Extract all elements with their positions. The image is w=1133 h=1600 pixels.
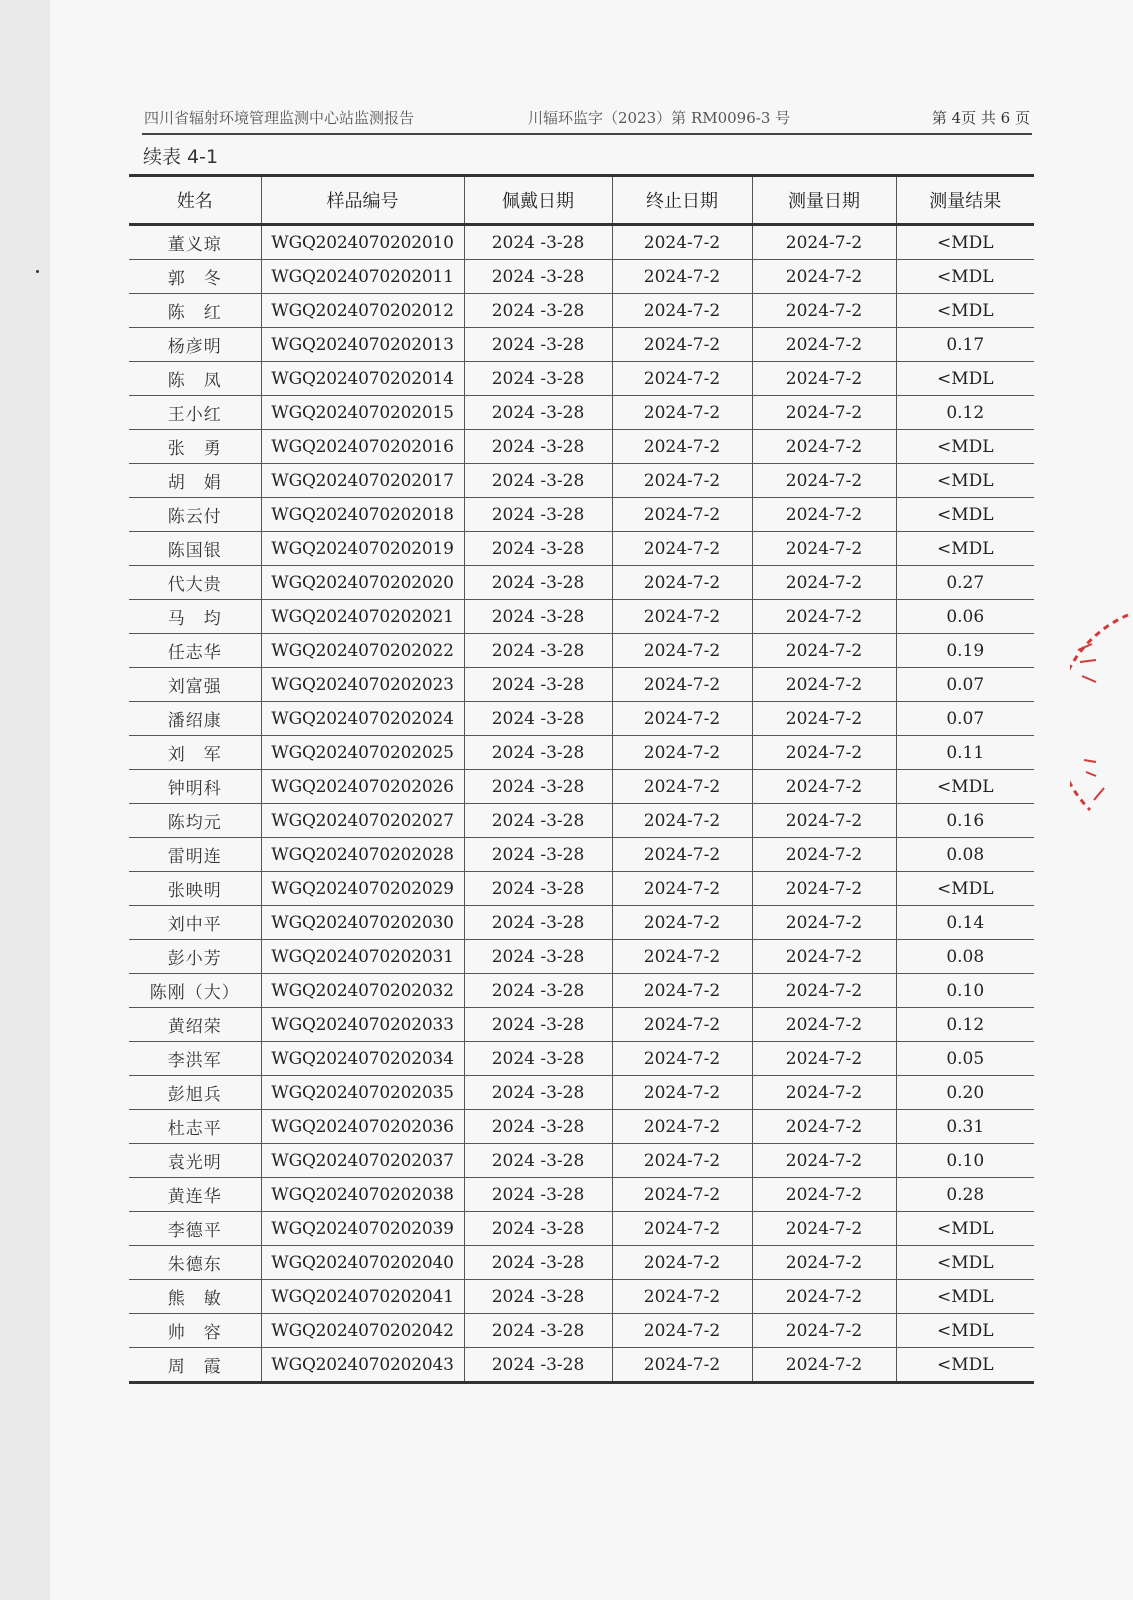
cell-sample-id: WGQ2024070202025 [261, 736, 464, 770]
cell-name: 张 勇 [129, 430, 261, 464]
table-row [129, 498, 1034, 532]
cell-wear-date: 2024 -3-28 [464, 1076, 612, 1110]
cell-sample-id: WGQ2024070202039 [261, 1212, 464, 1246]
cell-result: 0.19 [896, 634, 1034, 668]
table-row [129, 804, 1034, 838]
cell-name: 熊 敏 [129, 1280, 261, 1314]
seal-mark-3 [1094, 788, 1104, 800]
cell-name: 刘中平 [129, 906, 261, 940]
cell-measure-date: 2024-7-2 [752, 1280, 896, 1314]
table-row [129, 1314, 1034, 1348]
seal-mark-1 [1078, 644, 1096, 682]
cell-name: 袁光明 [129, 1144, 261, 1178]
cell-end-date: 2024-7-2 [612, 1280, 752, 1314]
cell-result: 0.07 [896, 668, 1034, 702]
cell-sample-id: WGQ2024070202022 [261, 634, 464, 668]
table-body [129, 225, 1034, 1383]
seal-stamp [1070, 610, 1130, 830]
cell-wear-date: 2024 -3-28 [464, 498, 612, 532]
table-row [129, 1348, 1034, 1383]
cell-name: 任志华 [129, 634, 261, 668]
cell-end-date: 2024-7-2 [612, 804, 752, 838]
cell-result: <MDL [896, 294, 1034, 328]
cell-sample-id: WGQ2024070202028 [261, 838, 464, 872]
cell-result: <MDL [896, 260, 1034, 294]
cell-end-date: 2024-7-2 [612, 430, 752, 464]
cell-result: 0.17 [896, 328, 1034, 362]
table-row [129, 1144, 1034, 1178]
cell-name: 朱德东 [129, 1246, 261, 1280]
table-row [129, 634, 1034, 668]
cell-name: 李洪军 [129, 1042, 261, 1076]
cell-measure-date: 2024-7-2 [752, 1314, 896, 1348]
cell-name: 彭旭兵 [129, 1076, 261, 1110]
seal-arc [1070, 615, 1128, 810]
cell-sample-id: WGQ2024070202040 [261, 1246, 464, 1280]
cell-result: 0.20 [896, 1076, 1034, 1110]
table-row [129, 362, 1034, 396]
cell-wear-date: 2024 -3-28 [464, 1178, 612, 1212]
cell-end-date: 2024-7-2 [612, 770, 752, 804]
cell-name: 陈云付 [129, 498, 261, 532]
cell-sample-id: WGQ2024070202018 [261, 498, 464, 532]
cell-measure-date: 2024-7-2 [752, 1246, 896, 1280]
cell-name: 雷明连 [129, 838, 261, 872]
cell-name: 代大贵 [129, 566, 261, 600]
cell-end-date: 2024-7-2 [612, 600, 752, 634]
cell-name: 董义琼 [129, 225, 261, 260]
cell-sample-id: WGQ2024070202024 [261, 702, 464, 736]
cell-end-date: 2024-7-2 [612, 396, 752, 430]
cell-measure-date: 2024-7-2 [752, 328, 896, 362]
cell-sample-id: WGQ2024070202020 [261, 566, 464, 600]
report-header [142, 105, 1032, 135]
cell-name: 郭 冬 [129, 260, 261, 294]
cell-sample-id: WGQ2024070202023 [261, 668, 464, 702]
table-row [129, 1008, 1034, 1042]
table-row [129, 396, 1034, 430]
cell-measure-date: 2024-7-2 [752, 770, 896, 804]
cell-result: 0.28 [896, 1178, 1034, 1212]
cell-measure-date: 2024-7-2 [752, 1144, 896, 1178]
cell-sample-id: WGQ2024070202026 [261, 770, 464, 804]
cell-measure-date: 2024-7-2 [752, 974, 896, 1008]
cell-measure-date: 2024-7-2 [752, 260, 896, 294]
cell-wear-date: 2024 -3-28 [464, 566, 612, 600]
cell-wear-date: 2024 -3-28 [464, 872, 612, 906]
cell-name: 彭小芳 [129, 940, 261, 974]
cell-name: 杜志平 [129, 1110, 261, 1144]
table-row [129, 668, 1034, 702]
cell-measure-date: 2024-7-2 [752, 906, 896, 940]
table-row [129, 430, 1034, 464]
cell-result: <MDL [896, 498, 1034, 532]
cell-wear-date: 2024 -3-28 [464, 736, 612, 770]
cell-name: 黄绍荣 [129, 1008, 261, 1042]
cell-measure-date: 2024-7-2 [752, 1178, 896, 1212]
cell-sample-id: WGQ2024070202010 [261, 225, 464, 260]
table-row [129, 1042, 1034, 1076]
cell-name: 陈均元 [129, 804, 261, 838]
column-header-end-date: 终止日期 [612, 176, 752, 225]
cell-measure-date: 2024-7-2 [752, 498, 896, 532]
cell-measure-date: 2024-7-2 [752, 1042, 896, 1076]
cell-sample-id: WGQ2024070202032 [261, 974, 464, 1008]
cell-sample-id: WGQ2024070202034 [261, 1042, 464, 1076]
cell-sample-id: WGQ2024070202021 [261, 600, 464, 634]
cell-name: 帅 容 [129, 1314, 261, 1348]
cell-wear-date: 2024 -3-28 [464, 1348, 612, 1383]
cell-result: 0.10 [896, 974, 1034, 1008]
cell-sample-id: WGQ2024070202037 [261, 1144, 464, 1178]
cell-measure-date: 2024-7-2 [752, 1110, 896, 1144]
cell-end-date: 2024-7-2 [612, 464, 752, 498]
cell-measure-date: 2024-7-2 [752, 872, 896, 906]
table-row [129, 532, 1034, 566]
table-row [129, 1212, 1034, 1246]
cell-result: <MDL [896, 1280, 1034, 1314]
cell-measure-date: 2024-7-2 [752, 804, 896, 838]
cell-name: 钟明科 [129, 770, 261, 804]
cell-name: 陈 红 [129, 294, 261, 328]
table-row [129, 225, 1034, 260]
cell-wear-date: 2024 -3-28 [464, 225, 612, 260]
cell-sample-id: WGQ2024070202043 [261, 1348, 464, 1383]
cell-result: 0.14 [896, 906, 1034, 940]
cell-end-date: 2024-7-2 [612, 1008, 752, 1042]
cell-end-date: 2024-7-2 [612, 1178, 752, 1212]
cell-wear-date: 2024 -3-28 [464, 362, 612, 396]
cell-end-date: 2024-7-2 [612, 634, 752, 668]
cell-measure-date: 2024-7-2 [752, 634, 896, 668]
table-row [129, 736, 1034, 770]
cell-end-date: 2024-7-2 [612, 974, 752, 1008]
cell-result: 0.12 [896, 396, 1034, 430]
cell-wear-date: 2024 -3-28 [464, 974, 612, 1008]
cell-sample-id: WGQ2024070202038 [261, 1178, 464, 1212]
cell-result: 0.27 [896, 566, 1034, 600]
cell-end-date: 2024-7-2 [612, 668, 752, 702]
cell-result: 0.10 [896, 1144, 1034, 1178]
table-row [129, 1110, 1034, 1144]
table-row [129, 702, 1034, 736]
cell-wear-date: 2024 -3-28 [464, 634, 612, 668]
cell-measure-date: 2024-7-2 [752, 294, 896, 328]
cell-sample-id: WGQ2024070202033 [261, 1008, 464, 1042]
table-row [129, 328, 1034, 362]
seal-mark-2 [1084, 760, 1096, 776]
table-row [129, 1280, 1034, 1314]
cell-sample-id: WGQ2024070202016 [261, 430, 464, 464]
cell-measure-date: 2024-7-2 [752, 838, 896, 872]
table-header-row [129, 176, 1034, 225]
cell-name: 刘富强 [129, 668, 261, 702]
cell-end-date: 2024-7-2 [612, 1212, 752, 1246]
cell-wear-date: 2024 -3-28 [464, 396, 612, 430]
cell-name: 潘绍康 [129, 702, 261, 736]
cell-measure-date: 2024-7-2 [752, 1008, 896, 1042]
cell-result: <MDL [896, 1314, 1034, 1348]
cell-measure-date: 2024-7-2 [752, 940, 896, 974]
cell-end-date: 2024-7-2 [612, 702, 752, 736]
cell-result: 0.06 [896, 600, 1034, 634]
table-row [129, 1076, 1034, 1110]
cell-name: 陈 凤 [129, 362, 261, 396]
column-header-wear-date: 佩戴日期 [464, 176, 612, 225]
column-header-name: 姓名 [129, 176, 261, 225]
cell-measure-date: 2024-7-2 [752, 668, 896, 702]
cell-end-date: 2024-7-2 [612, 260, 752, 294]
cell-end-date: 2024-7-2 [612, 940, 752, 974]
cell-result: <MDL [896, 532, 1034, 566]
cell-wear-date: 2024 -3-28 [464, 1314, 612, 1348]
table-row [129, 872, 1034, 906]
cell-sample-id: WGQ2024070202012 [261, 294, 464, 328]
cell-sample-id: WGQ2024070202027 [261, 804, 464, 838]
cell-end-date: 2024-7-2 [612, 1042, 752, 1076]
cell-result: <MDL [896, 225, 1034, 260]
cell-end-date: 2024-7-2 [612, 532, 752, 566]
table-row [129, 566, 1034, 600]
cell-name: 黄连华 [129, 1178, 261, 1212]
cell-wear-date: 2024 -3-28 [464, 1212, 612, 1246]
cell-wear-date: 2024 -3-28 [464, 668, 612, 702]
cell-wear-date: 2024 -3-28 [464, 702, 612, 736]
cell-sample-id: WGQ2024070202017 [261, 464, 464, 498]
cell-end-date: 2024-7-2 [612, 362, 752, 396]
cell-measure-date: 2024-7-2 [752, 225, 896, 260]
cell-measure-date: 2024-7-2 [752, 430, 896, 464]
cell-end-date: 2024-7-2 [612, 498, 752, 532]
cell-name: 周 霞 [129, 1348, 261, 1383]
table-row [129, 464, 1034, 498]
cell-name: 李德平 [129, 1212, 261, 1246]
cell-wear-date: 2024 -3-28 [464, 906, 612, 940]
cell-end-date: 2024-7-2 [612, 1144, 752, 1178]
cell-measure-date: 2024-7-2 [752, 736, 896, 770]
cell-result: <MDL [896, 770, 1034, 804]
cell-end-date: 2024-7-2 [612, 1110, 752, 1144]
cell-result: <MDL [896, 430, 1034, 464]
cell-sample-id: WGQ2024070202042 [261, 1314, 464, 1348]
cell-wear-date: 2024 -3-28 [464, 464, 612, 498]
table-row [129, 260, 1034, 294]
cell-end-date: 2024-7-2 [612, 566, 752, 600]
cell-end-date: 2024-7-2 [612, 1076, 752, 1110]
scan-speck [36, 270, 39, 273]
cell-end-date: 2024-7-2 [612, 225, 752, 260]
cell-name: 陈国银 [129, 532, 261, 566]
cell-name: 马 均 [129, 600, 261, 634]
cell-result: <MDL [896, 1348, 1034, 1383]
cell-wear-date: 2024 -3-28 [464, 1144, 612, 1178]
cell-sample-id: WGQ2024070202029 [261, 872, 464, 906]
cell-wear-date: 2024 -3-28 [464, 260, 612, 294]
cell-measure-date: 2024-7-2 [752, 464, 896, 498]
cell-wear-date: 2024 -3-28 [464, 770, 612, 804]
cell-sample-id: WGQ2024070202019 [261, 532, 464, 566]
table-caption: 续表 4-1 [143, 146, 219, 168]
cell-measure-date: 2024-7-2 [752, 600, 896, 634]
cell-sample-id: WGQ2024070202036 [261, 1110, 464, 1144]
header-page-number: 第 4页 共 6 页 [931, 109, 1030, 127]
header-report-code: 川辐环监字（2023）第 RM0096-3 号 [528, 109, 791, 127]
cell-result: <MDL [896, 1246, 1034, 1280]
cell-end-date: 2024-7-2 [612, 872, 752, 906]
table-row [129, 1246, 1034, 1280]
cell-result: 0.08 [896, 940, 1034, 974]
cell-name: 王小红 [129, 396, 261, 430]
cell-sample-id: WGQ2024070202030 [261, 906, 464, 940]
table-row [129, 940, 1034, 974]
cell-end-date: 2024-7-2 [612, 1348, 752, 1383]
cell-measure-date: 2024-7-2 [752, 396, 896, 430]
cell-end-date: 2024-7-2 [612, 1314, 752, 1348]
cell-name: 陈刚（大） [129, 974, 261, 1008]
cell-measure-date: 2024-7-2 [752, 566, 896, 600]
cell-measure-date: 2024-7-2 [752, 702, 896, 736]
cell-result: <MDL [896, 362, 1034, 396]
cell-measure-date: 2024-7-2 [752, 1348, 896, 1383]
column-header-result: 测量结果 [896, 176, 1034, 225]
cell-sample-id: WGQ2024070202013 [261, 328, 464, 362]
cell-end-date: 2024-7-2 [612, 1246, 752, 1280]
header-organization: 四川省辐射环境管理监测中心站监测报告 [144, 109, 415, 127]
cell-wear-date: 2024 -3-28 [464, 1110, 612, 1144]
table-row [129, 600, 1034, 634]
cell-result: <MDL [896, 1212, 1034, 1246]
cell-result: <MDL [896, 464, 1034, 498]
cell-name: 刘 军 [129, 736, 261, 770]
cell-end-date: 2024-7-2 [612, 906, 752, 940]
cell-wear-date: 2024 -3-28 [464, 1042, 612, 1076]
table-row [129, 1178, 1034, 1212]
cell-wear-date: 2024 -3-28 [464, 430, 612, 464]
cell-wear-date: 2024 -3-28 [464, 328, 612, 362]
cell-wear-date: 2024 -3-28 [464, 532, 612, 566]
cell-end-date: 2024-7-2 [612, 294, 752, 328]
cell-name: 张映明 [129, 872, 261, 906]
column-header-measure-date: 测量日期 [752, 176, 896, 225]
cell-end-date: 2024-7-2 [612, 328, 752, 362]
cell-sample-id: WGQ2024070202015 [261, 396, 464, 430]
cell-measure-date: 2024-7-2 [752, 1212, 896, 1246]
cell-wear-date: 2024 -3-28 [464, 600, 612, 634]
table-row [129, 294, 1034, 328]
cell-sample-id: WGQ2024070202014 [261, 362, 464, 396]
table-row [129, 906, 1034, 940]
cell-measure-date: 2024-7-2 [752, 362, 896, 396]
cell-result: 0.08 [896, 838, 1034, 872]
cell-result: <MDL [896, 872, 1034, 906]
table-row [129, 838, 1034, 872]
cell-wear-date: 2024 -3-28 [464, 940, 612, 974]
cell-measure-date: 2024-7-2 [752, 532, 896, 566]
cell-wear-date: 2024 -3-28 [464, 1008, 612, 1042]
cell-name: 胡 娟 [129, 464, 261, 498]
cell-result: 0.05 [896, 1042, 1034, 1076]
cell-result: 0.12 [896, 1008, 1034, 1042]
cell-wear-date: 2024 -3-28 [464, 294, 612, 328]
cell-wear-date: 2024 -3-28 [464, 838, 612, 872]
results-table [129, 174, 1034, 1384]
cell-name: 杨彦明 [129, 328, 261, 362]
cell-wear-date: 2024 -3-28 [464, 804, 612, 838]
cell-result: 0.07 [896, 702, 1034, 736]
cell-wear-date: 2024 -3-28 [464, 1246, 612, 1280]
cell-end-date: 2024-7-2 [612, 838, 752, 872]
cell-result: 0.16 [896, 804, 1034, 838]
cell-wear-date: 2024 -3-28 [464, 1280, 612, 1314]
cell-result: 0.31 [896, 1110, 1034, 1144]
cell-sample-id: WGQ2024070202031 [261, 940, 464, 974]
column-header-sample-id: 样品编号 [261, 176, 464, 225]
table-row [129, 974, 1034, 1008]
cell-sample-id: WGQ2024070202041 [261, 1280, 464, 1314]
cell-end-date: 2024-7-2 [612, 736, 752, 770]
cell-result: 0.11 [896, 736, 1034, 770]
cell-sample-id: WGQ2024070202035 [261, 1076, 464, 1110]
cell-measure-date: 2024-7-2 [752, 1076, 896, 1110]
table-row [129, 770, 1034, 804]
cell-sample-id: WGQ2024070202011 [261, 260, 464, 294]
